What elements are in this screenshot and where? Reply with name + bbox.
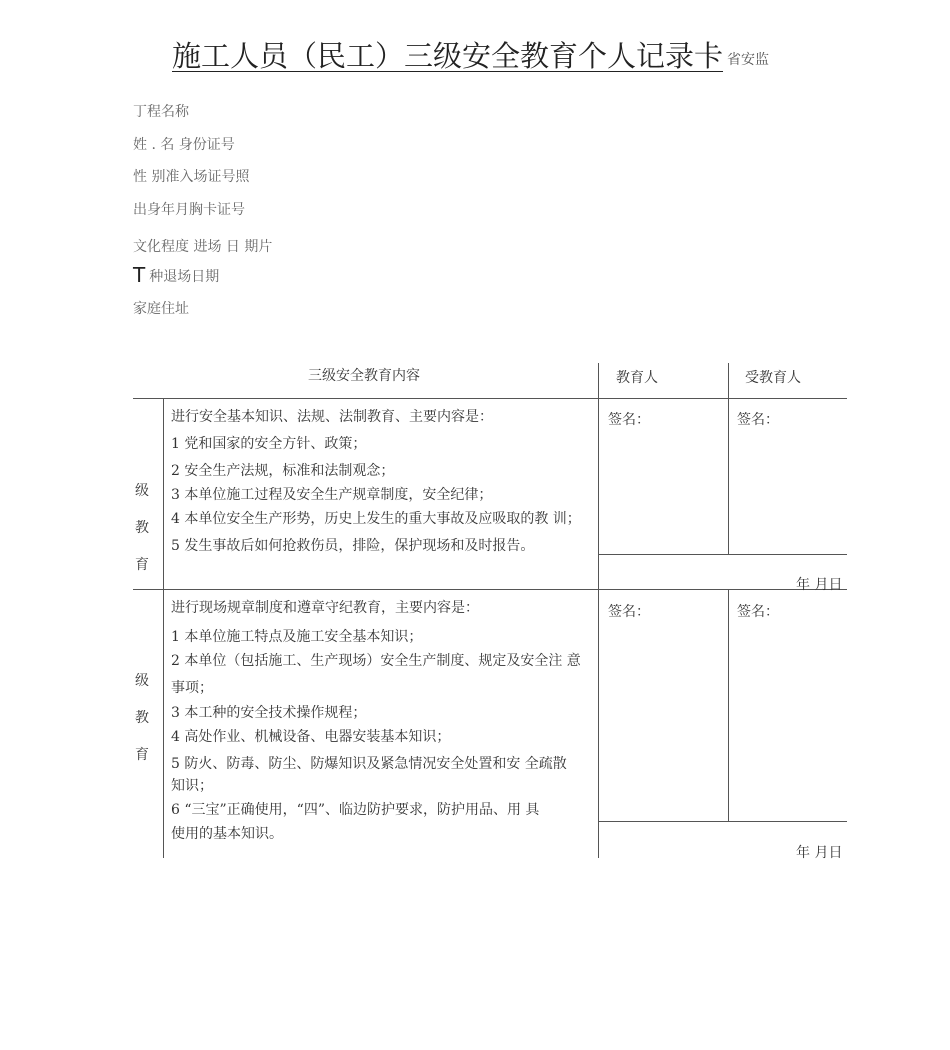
field-education-entry: 文化程度 进场 日 期片 [133,239,273,255]
table-divider [598,398,599,858]
field-address: 家庭住址 [133,301,189,317]
section1-date: 年 月日 [796,577,843,593]
section1-line: 3 本单位施工过程及安全生产规章制度，安全纪律； [171,487,493,503]
section2-date: 年 月日 [796,845,843,861]
table-divider [728,398,729,554]
worktype-exit-label: 种退场日期 [149,269,220,285]
header-educator: 教育人 [616,370,658,386]
document-title: 施工人员（民工）三级安全教育个人记录卡 [172,39,724,73]
section2-line: 5 防火、防毒、防尘、防爆知识及紧急情况安全处置和安 全疏散 [171,756,567,772]
section1-line: 1 党和国家的安全方针、政策； [171,436,367,452]
table-divider [598,821,847,822]
section2-line: 进行现场规章制度和遵章守纪教育，主要内容是： [171,600,479,616]
field-project-name: 丁程名称 [133,104,189,120]
section2-line: 3 本工种的安全技术操作规程； [171,705,367,721]
section1-side-label-1: 级 [135,483,149,499]
section2-line: 1 本单位施工特点及施工安全基本知识； [171,629,423,645]
title-suffix: 省安监 [727,52,769,68]
table-divider [133,398,847,399]
section1-educatee-signature: 签名： [737,412,779,428]
section2-side-label-3: 育 [135,747,149,763]
section2-line: 2 本单位（包括施工、生产现场）安全生产制度、规定及安全注 意 [171,653,581,669]
field-birth-badge: 出身年月胸卡证号 [133,202,245,218]
table-divider [163,398,164,858]
section2-line: 知识； [171,778,213,794]
section2-line: 事项； [171,680,213,696]
header-educatee: 受教育人 [745,370,801,386]
section2-line: 6 “三宝”正确使用，“四”、临边防护要求，防护用品、用 具 [171,802,540,818]
header-content: 三级安全教育内容 [308,368,420,384]
section1-side-label-3: 育 [135,557,149,573]
section1-educator-signature: 签名： [608,412,650,428]
section2-educator-signature: 签名： [608,604,650,620]
section2-side-label-1: 级 [135,673,149,689]
table-divider [728,363,729,399]
section2-side-label-2: 教 [135,710,149,726]
section2-line: 4 高处作业、机械设备、电器安装基本知识； [171,729,451,745]
table-divider [133,589,847,590]
field-name-id: 姓 . 名 身份证号 [133,137,235,153]
section1-line: 进行安全基本知识、法规、法制教育、主要内容是： [171,409,493,425]
section1-line: 4 本单位安全生产形势，历史上发生的重大事故及应吸取的教 训； [171,511,581,527]
section1-side-label-2: 教 [135,520,149,536]
table-divider [598,363,599,399]
table-divider [728,589,729,821]
field-gender-permit: 性 别准入场证号照 [133,169,250,185]
worktype-prefix: T [133,263,146,287]
section2-educatee-signature: 签名： [737,604,779,620]
section1-line: 2 安全生产法规，标准和法制观念； [171,463,395,479]
table-divider [598,554,847,555]
section2-line: 使用的基本知识。 [171,826,283,842]
field-worktype-exit [133,263,219,287]
section1-line: 5 发生事故后如何抢救伤员，排险，保护现场和及时报告。 [171,538,535,554]
